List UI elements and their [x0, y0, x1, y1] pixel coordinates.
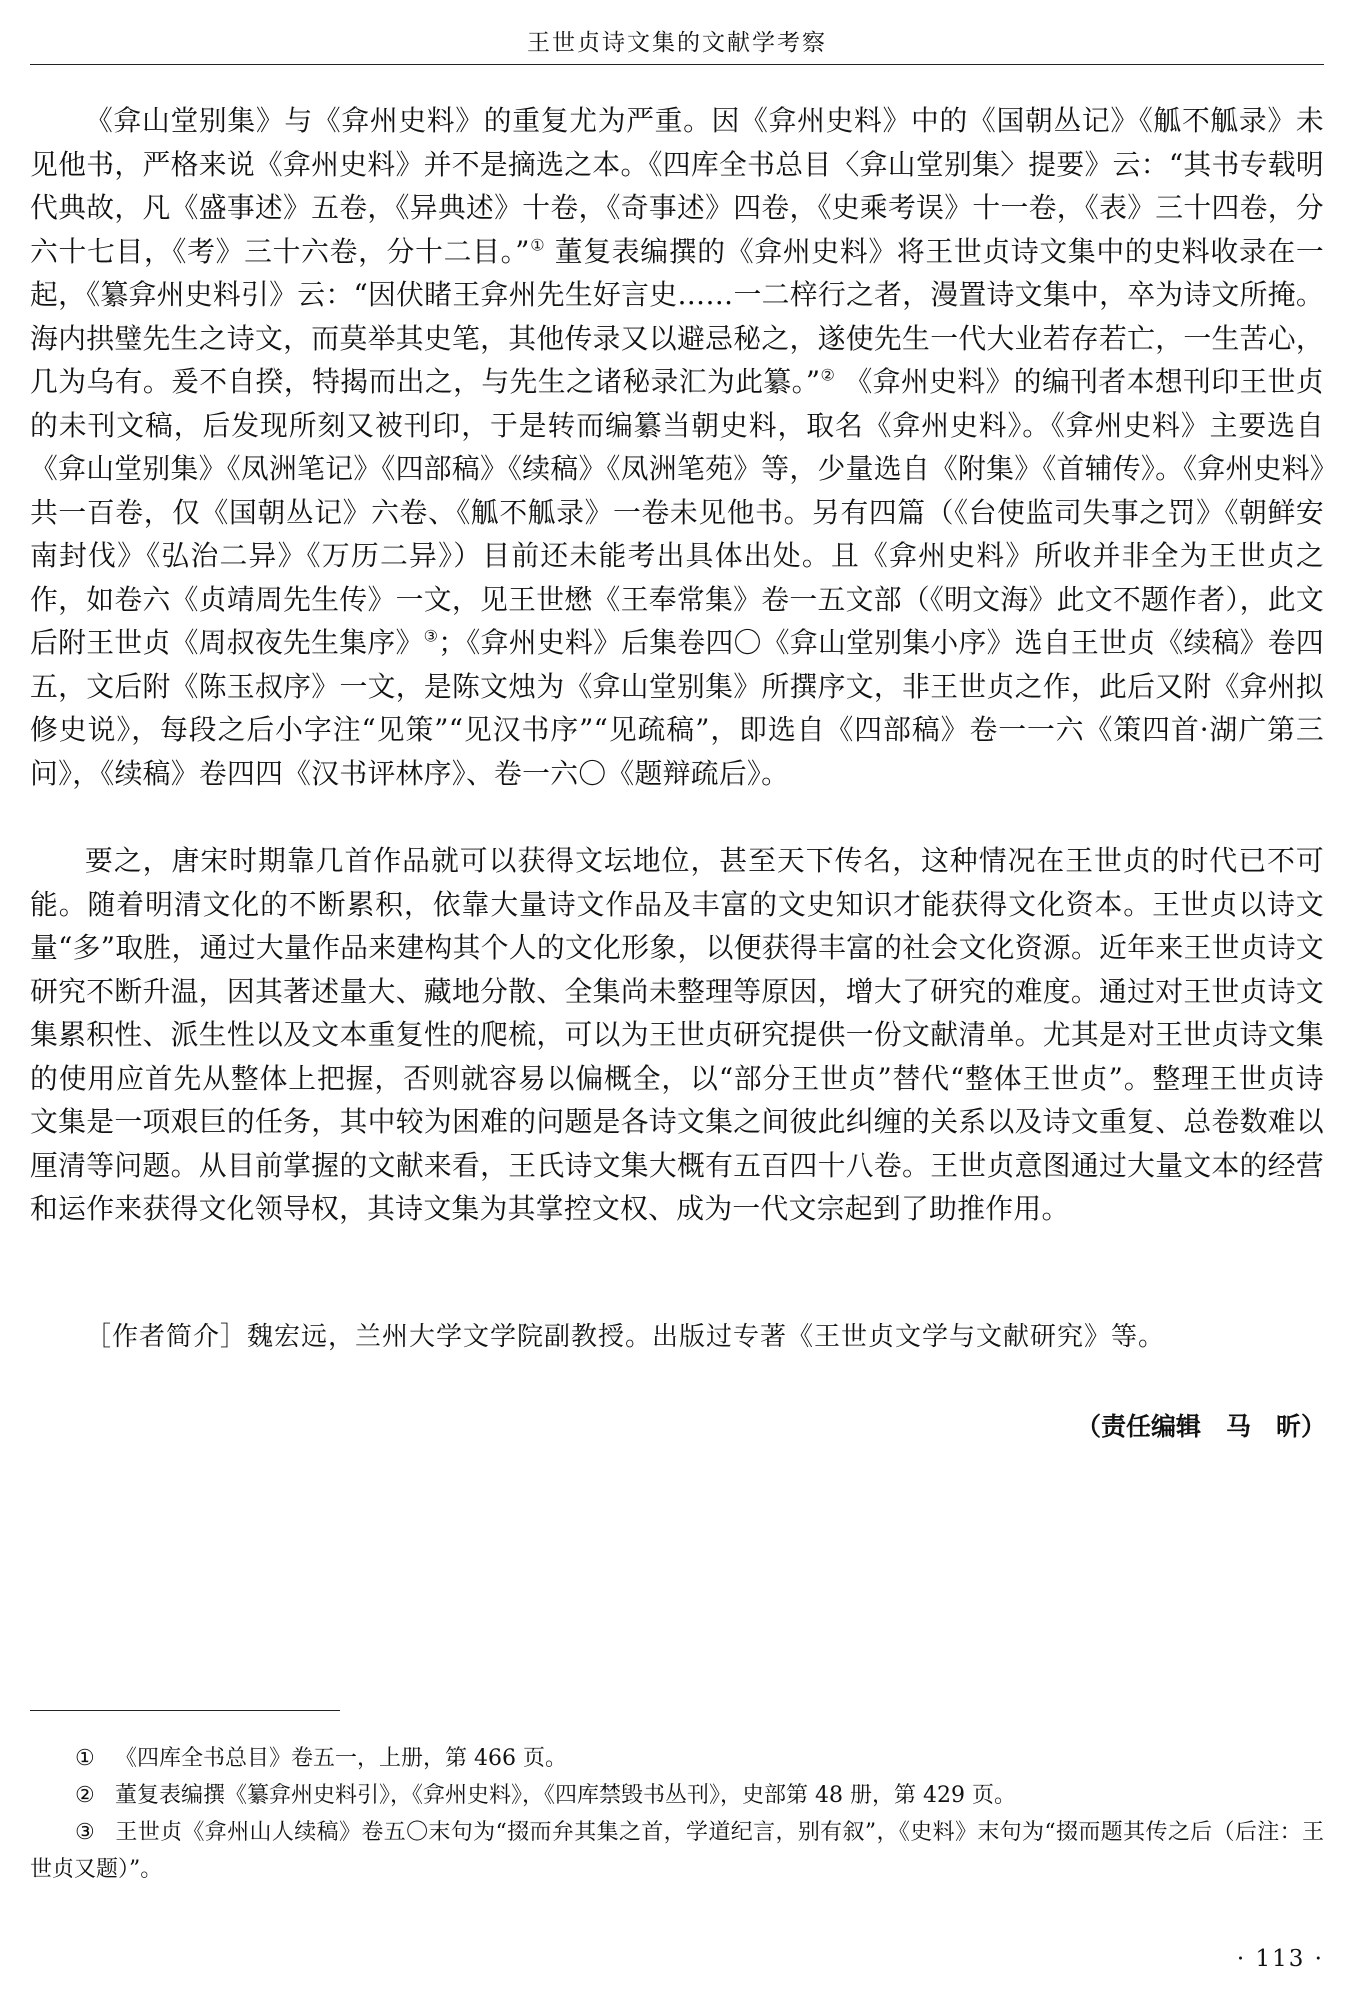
- paragraph-1-text-b: 董复表编撰的《弇州史料》将王世贞诗文集中的史料收录在一起，《纂弇州史料引》云：“因伏睹王弇州先生好言史……一二梓行之者，漫置诗文集中，卒为诗文所掩。海内拱璧先生之诗文，而莫举其史笔，其他传录又以避忌秘之，遂使先生一代大业若存若亡，一生苦心，几为乌有。爰不自揆，特揭而出之，与先生之诸秘录汇为此纂。”: [30, 234, 1324, 398]
- footnote-ref-3[interactable]: ③: [423, 626, 439, 646]
- responsible-editor: （责任编辑 马 昕）: [1075, 1412, 1326, 1441]
- footnote-ref-1[interactable]: ①: [529, 235, 546, 255]
- footnote-mark: ②: [75, 1783, 95, 1808]
- footnote-ref-2[interactable]: ②: [820, 365, 836, 385]
- header-divider: [30, 64, 1324, 65]
- footnote-text: 王世贞《弇州山人续稿》卷五〇末句为“掇而弁其集之首，学道纪言，别有叙”，《史料》末句为“掇而题其传之后（后注：王世贞又题）”。: [30, 1820, 1324, 1882]
- footnote-item: [30, 1777, 1324, 1814]
- body-paragraph-2: 要之，唐宋时期靠几首作品就可以获得文坛地位，甚至天下传名，这种情况在王世贞的时代已不可能。随着明清文化的不断累积，依靠大量诗文作品及丰富的文史知识才能获得文化资本。王世贞以诗文量“多”取胜，通过大量作品来建构其个人的文化形象，以便获得丰富的社会文化资源。近年来王世贞诗文研究不断升温，因其著述量大、藏地分散、全集尚未整理等原因，增大了研究的难度。通过对王世贞诗文集累积性、派生性以及文本重复性的爬梳，可以为王世贞研究提供一份文献清单。尤其是对王世贞诗文集的使用应首先从整体上把握，否则就容易以偏概全，以“部分王世贞”替代“整体王世贞”。整理王世贞诗文集是一项艰巨的任务，其中较为困难的问题是各诗文集之间彼此纠缠的关系以及诗文重复、总卷数难以厘清等问题。从目前掌握的文献来看，王氏诗文集大概有五百四十八卷。王世贞意图通过大量文本的经营和运作来获得文化领导权，其诗文集为其掌控文权、成为一代文宗起到了助推作用。: [30, 844, 1324, 1225]
- author-bio: ［作者简介］魏宏远，兰州大学文学院副教授。出版过专著《王世贞文学与文献研究》等。: [85, 1322, 1166, 1352]
- body-paragraph-1: [30, 99, 1324, 795]
- footnote-mark: ①: [75, 1746, 95, 1771]
- paragraph-1-text-c: 《弇州史料》的编刊者本想刊印王世贞的未刊文稿，后发现所刻又被刊印，于是转而编纂当朝史料，取名《弇州史料》。《弇州史料》主要选自《弇山堂别集》《凤洲笔记》《四部稿》《续稿》《凤洲笔苑》等，少量选自《附集》《首辅传》。《弇州史料》共一百卷，仅《国朝丛记》六卷、《觚不觚录》一卷未见他书。另有四篇（《台使监司失事之罚》《朝鲜安南封伐》《弘治二异》《万历二异》）目前还未能考出具体出处。且《弇州史料》所收并非全为王世贞之作，如卷六《贞靖周先生传》一文，见王世懋《王奉常集》卷一五文部（《明文海》此文不题作者），此文后附王世贞《周叔夜先生集序》: [30, 365, 1324, 659]
- footnote-text: 董复表编撰《纂弇州史料引》，《弇州史料》，《四库禁毁书丛刊》，史部第 48 册，第 429 页。: [115, 1783, 1016, 1808]
- footnote-text: 《四库全书总目》卷五一，上册，第 466 页。: [115, 1746, 567, 1771]
- footnote-mark: ③: [75, 1820, 95, 1845]
- paragraph-1-text-d: ；《弇州史料》后集卷四〇《弇山堂别集小序》选自王世贞《续稿》卷四五，文后附《陈玉叔序》一文，是陈文烛为《弇山堂别集》所撰序文，非王世贞之作，此后又附《弇州拟修史说》，每段之后小字注“见策”“见汉书序”“见疏稿”，即选自《四部稿》卷一一六《策四首·湖广第三问》，《续稿》卷四四《汉书评林序》、卷一六〇《题辩疏后》。: [30, 626, 1325, 790]
- page-number: · 113 ·: [1236, 1946, 1324, 1972]
- footnote-item: [30, 1740, 1324, 1777]
- footnote-item: [30, 1814, 1324, 1888]
- running-header: 王世贞诗文集的文献学考察: [527, 30, 827, 56]
- footnotes: [30, 1740, 1324, 1888]
- paragraph-1-text-a: 《弇山堂别集》与《弇州史料》的重复尤为严重。因《弇州史料》中的《国朝丛记》《觚不觚录》未见他书，严格来说《弇州史料》并不是摘选之本。《四库全书总目〈弇山堂别集〉提要》云：“其书专载明代典故，凡《盛事述》五卷，《异典述》十卷，《奇事述》四卷，《史乘考误》十一卷，《表》三十四卷，分六十七目，《考》三十六卷，分十二目。”: [30, 104, 1324, 268]
- footnote-divider: [30, 1710, 340, 1711]
